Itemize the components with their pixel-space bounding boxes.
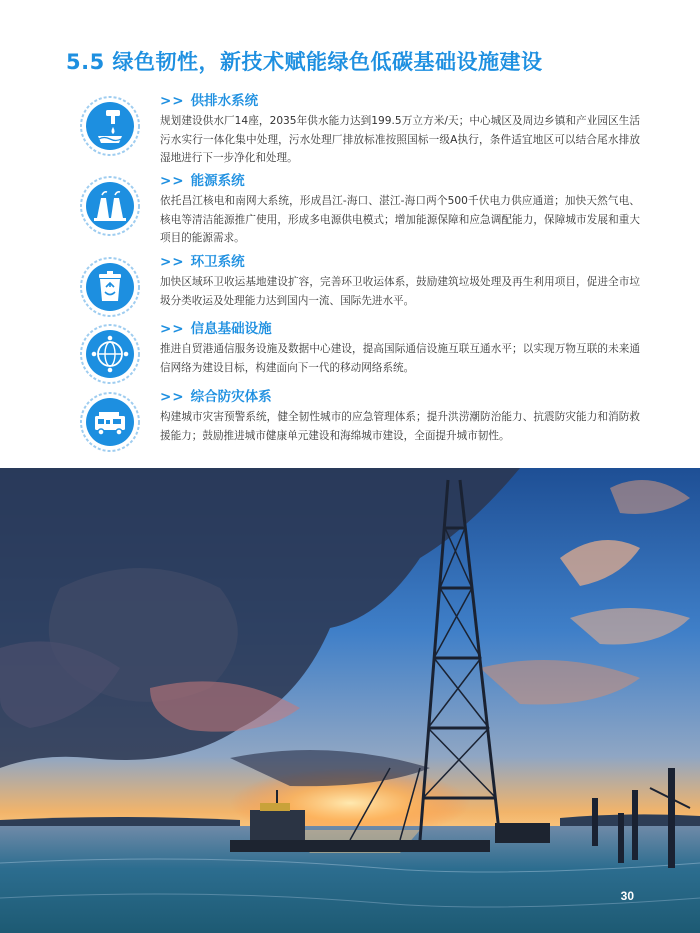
section-water-supply [80, 92, 640, 166]
section-body: 构建城市灾害预警系统，健全韧性城市的应急管理体系；提升洪涝潮防治能力、抗震防灾能力和消防救援能力；鼓励推进城市健康单元建设和海绵城市建设，全面提升城市韧性。 [160, 411, 640, 442]
page-title: 5.5 绿色韧性，新技术赋能绿色低碳基础设施建设 [66, 50, 543, 74]
page-number: 30 [620, 889, 634, 903]
section-heading: >> 能源系统 [160, 173, 245, 189]
section-body: 推进自贸港通信服务设施及数据中心建设，提高国际通信设施互联互通水平；以实现万物互联的未来通信网络为建设目标，构建面向下一代的移动网络系统。 [160, 343, 640, 374]
section-heading: >> 信息基础设施 [160, 321, 272, 337]
water-tap-icon [80, 96, 140, 156]
section-disaster-prevention [80, 388, 640, 462]
section-information-infrastructure [80, 320, 640, 394]
recycling-bin-icon [80, 257, 140, 317]
fire-truck-icon [80, 392, 140, 452]
power-plant-icon [80, 176, 140, 236]
section-body: 依托昌江核电和南网大系统，形成昌江-海口、湛江-海口两个500千伏电力供应通道；加快天然气电、核电等清洁能源推广使用，形成多电源供电模式；增加能源保障和应急调配能力，保障城市发展和重大项目的能源需求。 [160, 195, 640, 244]
section-energy [80, 172, 640, 246]
construction-site-photo [0, 468, 700, 933]
section-heading: >> 供排水系统 [160, 93, 259, 109]
section-sanitation [80, 253, 640, 327]
section-body: 加快区域环卫收运基地建设扩容，完善环卫收运体系，鼓励建筑垃圾处理及再生利用项目，促进全市垃圾分类收运及处理能力达到国内一流、国际先进水平。 [160, 276, 640, 307]
section-body: 规划建设供水厂14座，2035年供水能力达到199.5万立方米/天；中心城区及周边乡镇和产业园区生活污水实行一体化集中处理，污水处理厂排放标准按照国标一级A执行，条件适宜地区可以结合尾水排放湿地进行下一步净化和处理。 [160, 115, 640, 164]
network-globe-icon [80, 324, 140, 384]
section-heading: >> 环卫系统 [160, 254, 245, 270]
section-heading: >> 综合防灾体系 [160, 389, 272, 405]
